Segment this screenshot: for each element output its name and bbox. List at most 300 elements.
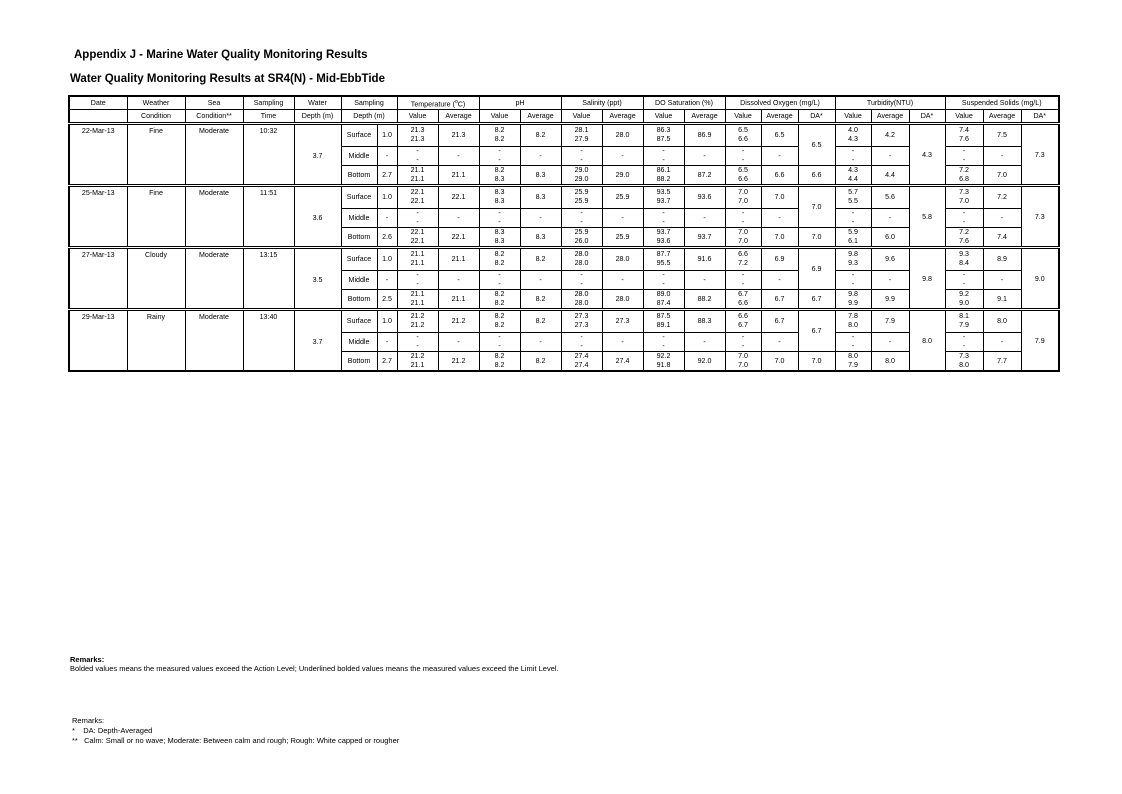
cell-ph-value bbox=[479, 289, 520, 310]
cell-do-bottom: 6.6 bbox=[798, 165, 835, 186]
cell-ph-value-reading-2: - bbox=[498, 155, 501, 164]
cell-ss-average: 7.0 bbox=[983, 165, 1021, 186]
cell-do-da: 6.7 bbox=[798, 310, 835, 352]
cell-ss-average: - bbox=[983, 270, 1021, 289]
sub-header: Average bbox=[983, 110, 1021, 124]
cell-sampling-depth: 2.7 bbox=[377, 351, 397, 371]
cell-turbidity-value-reading-2: - bbox=[851, 341, 855, 350]
cell-turbidity-value-reading-2: 6.1 bbox=[848, 236, 858, 245]
cell-salinity-value bbox=[561, 124, 602, 147]
cell-do-average: 7.0 bbox=[761, 351, 798, 371]
cell-salinity-value bbox=[561, 332, 602, 351]
cell-ph-average: 8.3 bbox=[520, 227, 561, 248]
cell-do-value-reading-2: - bbox=[741, 341, 745, 350]
cell-temp-average: 22.1 bbox=[438, 227, 479, 248]
cell-sampling-depth: 2.5 bbox=[377, 289, 397, 310]
cell-sea bbox=[185, 351, 243, 371]
cell-do-saturation-average: 88.3 bbox=[684, 310, 725, 333]
cell-ss-da: 7.3 bbox=[1021, 124, 1059, 186]
cell-ss-average: - bbox=[983, 208, 1021, 227]
cell-ss-value-reading-1: 9.3 bbox=[959, 250, 969, 259]
cell-water-depth bbox=[294, 165, 341, 186]
cell-salinity-average: 28.0 bbox=[602, 248, 643, 271]
cell-temp-value-reading-1: - bbox=[416, 270, 419, 279]
cell-ph-value-reading-1: 8.3 bbox=[494, 188, 505, 197]
cell-time bbox=[243, 332, 294, 351]
cell-turbidity-value-reading-1: 4.3 bbox=[848, 165, 858, 174]
cell-do-saturation-average: 93.7 bbox=[684, 227, 725, 248]
cell-salinity-value-reading-1: 27.3 bbox=[574, 312, 589, 321]
cell-ss-da: 7.9 bbox=[1021, 310, 1059, 372]
cell-ph-value-reading-1: 8.2 bbox=[494, 351, 505, 360]
cell-temp-value-reading-1: - bbox=[416, 332, 419, 341]
cell-do-value bbox=[725, 351, 761, 371]
sub-header: Value bbox=[561, 110, 602, 124]
cell-date: 27-Mar-13 bbox=[69, 248, 127, 271]
cell-temp-average: 21.2 bbox=[438, 351, 479, 371]
cell-do-average: 6.6 bbox=[761, 165, 798, 186]
cell-do-saturation-value-reading-1: 87.7 bbox=[656, 250, 671, 259]
cell-ss-value-reading-2: - bbox=[962, 155, 966, 164]
cell-temp-value-reading-2: 22.1 bbox=[410, 197, 425, 206]
cell-temp-value-reading-2: 21.2 bbox=[410, 321, 425, 330]
cell-salinity-value bbox=[561, 248, 602, 271]
cell-date bbox=[69, 165, 127, 186]
cell-ss-value bbox=[945, 227, 983, 248]
cell-salinity-average: 25.9 bbox=[602, 227, 643, 248]
cell-ss-value-reading-1: 7.4 bbox=[959, 126, 969, 135]
cell-do-value bbox=[725, 165, 761, 186]
cell-do-average: - bbox=[761, 146, 798, 165]
cell-sampling-depth: 1.0 bbox=[377, 124, 397, 147]
cell-salinity-value bbox=[561, 208, 602, 227]
cell-time bbox=[243, 227, 294, 248]
cell-temp-average: - bbox=[438, 208, 479, 227]
cell-weather bbox=[127, 146, 185, 165]
cell-ph-value-reading-2: 8.2 bbox=[494, 321, 505, 330]
cell-do-value-reading-1: 7.0 bbox=[738, 351, 748, 360]
cell-do-bottom: 6.7 bbox=[798, 289, 835, 310]
cell-salinity-value-reading-1: 28.0 bbox=[574, 289, 589, 298]
cell-turbidity-average: 4.4 bbox=[871, 165, 909, 186]
cell-ss-value-reading-2: 7.6 bbox=[959, 135, 969, 144]
cell-ph-value-reading-2: 8.2 bbox=[494, 135, 505, 144]
cell-temp-value-reading-2: - bbox=[416, 341, 419, 350]
cell-turbidity-average: 5.6 bbox=[871, 186, 909, 209]
cell-salinity-value-reading-2: 25.9 bbox=[574, 197, 589, 206]
cell-do-saturation-value-reading-2: 95.5 bbox=[656, 259, 671, 268]
cell-ph-average: 8.3 bbox=[520, 165, 561, 186]
cell-weather: Cloudy bbox=[127, 248, 185, 271]
cell-ss-value-reading-1: 7.2 bbox=[959, 165, 969, 174]
cell-do-saturation-value-reading-2: 88.2 bbox=[656, 174, 671, 183]
cell-sea: Moderate bbox=[185, 124, 243, 147]
cell-ss-value bbox=[945, 351, 983, 371]
cell-temp-value-reading-1: 21.1 bbox=[410, 165, 425, 174]
cell-salinity-average: - bbox=[602, 208, 643, 227]
cell-date: 29-Mar-13 bbox=[69, 310, 127, 333]
cell-do-saturation-value-reading-2: 87.5 bbox=[656, 135, 671, 144]
cell-ss-value bbox=[945, 332, 983, 351]
cell-date bbox=[69, 208, 127, 227]
cell-ss-value-reading-1: - bbox=[962, 270, 966, 279]
cell-do-saturation-value bbox=[643, 227, 684, 248]
cell-sampling-depth: 1.0 bbox=[377, 248, 397, 271]
cell-ss-average: - bbox=[983, 146, 1021, 165]
cell-do-value bbox=[725, 289, 761, 310]
cell-temp-average: 21.1 bbox=[438, 165, 479, 186]
cell-ph-value bbox=[479, 351, 520, 371]
cell-turbidity-da: 5.8 bbox=[909, 186, 945, 248]
col-salinity-header: Salinity (ppt) bbox=[561, 96, 643, 110]
cell-ph-value-reading-1: 8.2 bbox=[494, 126, 505, 135]
cell-salinity-value-reading-2: 26.0 bbox=[574, 236, 589, 245]
cell-do-saturation-value-reading-2: 91.8 bbox=[656, 360, 671, 369]
cell-turbidity-value bbox=[835, 270, 871, 289]
cell-ss-da: 7.3 bbox=[1021, 186, 1059, 248]
cell-do-average: - bbox=[761, 208, 798, 227]
cell-do-saturation-value-reading-1: - bbox=[662, 146, 665, 155]
cell-temp-value-reading-1: 21.2 bbox=[410, 351, 425, 360]
sub-header: Average bbox=[520, 110, 561, 124]
cell-temp-average: 21.1 bbox=[438, 289, 479, 310]
cell-do-value-reading-1: 6.7 bbox=[738, 289, 748, 298]
cell-sampling-depth: 1.0 bbox=[377, 186, 397, 209]
cell-do-saturation-average: 88.2 bbox=[684, 289, 725, 310]
cell-water-depth bbox=[294, 227, 341, 248]
cell-ph-value-reading-2: 8.2 bbox=[494, 259, 505, 268]
cell-time bbox=[243, 270, 294, 289]
header-row-2 bbox=[69, 110, 1059, 124]
cell-ss-value-reading-1: - bbox=[962, 208, 966, 217]
cell-temp-value-reading-1: 21.1 bbox=[410, 289, 425, 298]
cell-salinity-value-reading-1: 28.0 bbox=[574, 250, 589, 259]
cell-ph-value bbox=[479, 208, 520, 227]
cell-ph-value-reading-2: 8.3 bbox=[494, 174, 505, 183]
cell-do-value-reading-2: - bbox=[741, 279, 745, 288]
cell-do-value bbox=[725, 208, 761, 227]
cell-salinity-value bbox=[561, 310, 602, 333]
cell-temp-value bbox=[397, 208, 438, 227]
cell-do-saturation-value-reading-1: 89.0 bbox=[656, 289, 671, 298]
cell-ph-value-reading-1: 8.2 bbox=[494, 250, 505, 259]
cell-ss-value bbox=[945, 146, 983, 165]
cell-sampling-level: Middle bbox=[341, 146, 377, 165]
cell-ph-value bbox=[479, 270, 520, 289]
cell-ss-average: 7.4 bbox=[983, 227, 1021, 248]
cell-do-value-reading-2: 7.0 bbox=[738, 197, 748, 206]
cell-ph-value-reading-1: 8.2 bbox=[494, 165, 505, 174]
cell-do-saturation-value bbox=[643, 289, 684, 310]
cell-turbidity-value-reading-2: 9.9 bbox=[848, 298, 858, 307]
cell-temp-value-reading-2: - bbox=[416, 155, 419, 164]
cell-turbidity-da: 8.0 bbox=[909, 310, 945, 372]
cell-ph-value-reading-1: - bbox=[498, 146, 501, 155]
col-weather-header: Weather bbox=[127, 96, 185, 110]
cell-do-saturation-average: - bbox=[684, 208, 725, 227]
cell-turbidity-value-reading-2: 4.3 bbox=[848, 135, 858, 144]
cell-do-saturation-value-reading-2: 89.1 bbox=[656, 321, 671, 330]
cell-turbidity-value-reading-2: 9.3 bbox=[848, 259, 858, 268]
cell-do-saturation-value-reading-1: 93.7 bbox=[656, 227, 671, 236]
cell-turbidity-value bbox=[835, 289, 871, 310]
header-row-1 bbox=[69, 96, 1059, 110]
cell-do-value bbox=[725, 146, 761, 165]
cell-weather bbox=[127, 351, 185, 371]
cell-time bbox=[243, 351, 294, 371]
cell-temp-value-reading-2: 21.1 bbox=[410, 174, 425, 183]
cell-do-saturation-value-reading-1: - bbox=[662, 332, 665, 341]
cell-ph-average: - bbox=[520, 146, 561, 165]
cell-ss-value-reading-2: 8.4 bbox=[959, 259, 969, 268]
cell-temp-value-reading-1: 21.2 bbox=[410, 312, 425, 321]
cell-turbidity-value bbox=[835, 146, 871, 165]
cell-salinity-value-reading-2: 27.3 bbox=[574, 321, 589, 330]
cell-temp-average: - bbox=[438, 270, 479, 289]
cell-sea: Moderate bbox=[185, 310, 243, 333]
col-ph-header: pH bbox=[479, 96, 561, 110]
cell-time: 10:32 bbox=[243, 124, 294, 147]
cell-time bbox=[243, 208, 294, 227]
cell-ph-value-reading-1: 8.3 bbox=[494, 227, 505, 236]
cell-sampling-level: Middle bbox=[341, 270, 377, 289]
cell-time: 13:15 bbox=[243, 248, 294, 271]
cell-turbidity-da: 9.8 bbox=[909, 248, 945, 310]
cell-ph-value-reading-2: - bbox=[498, 341, 501, 350]
cell-turbidity-value bbox=[835, 165, 871, 186]
cell-ss-value-reading-2: 7.0 bbox=[959, 197, 969, 206]
cell-ph-average: 8.2 bbox=[520, 351, 561, 371]
cell-do-value bbox=[725, 310, 761, 333]
cell-sea bbox=[185, 270, 243, 289]
cell-salinity-value-reading-1: - bbox=[580, 208, 583, 217]
cell-ph-value bbox=[479, 165, 520, 186]
cell-time bbox=[243, 146, 294, 165]
cell-ss-value-reading-2: - bbox=[962, 279, 966, 288]
cell-turbidity-value-reading-1: 4.0 bbox=[848, 126, 858, 135]
cell-do-value bbox=[725, 124, 761, 147]
cell-ph-value bbox=[479, 248, 520, 271]
cell-ph-value-reading-2: 8.2 bbox=[494, 298, 505, 307]
cell-salinity-value-reading-1: 25.9 bbox=[574, 227, 589, 236]
cell-ph-value bbox=[479, 332, 520, 351]
sub-header: Value bbox=[725, 110, 761, 124]
cell-do-saturation-value-reading-1: 93.5 bbox=[656, 188, 671, 197]
cell-salinity-value-reading-2: 29.0 bbox=[574, 174, 589, 183]
sub-header: Average bbox=[602, 110, 643, 124]
cell-turbidity-value-reading-2: - bbox=[851, 155, 855, 164]
cell-ph-average: 8.2 bbox=[520, 310, 561, 333]
cell-ph-value-reading-2: - bbox=[498, 279, 501, 288]
cell-ph-average: - bbox=[520, 332, 561, 351]
cell-temp-value-reading-1: - bbox=[416, 208, 419, 217]
cell-do-saturation-value bbox=[643, 208, 684, 227]
cell-ph-value-reading-1: - bbox=[498, 332, 501, 341]
cell-do-saturation-value-reading-2: 87.4 bbox=[656, 298, 671, 307]
cell-date: 25-Mar-13 bbox=[69, 186, 127, 209]
cell-ss-average: 8.0 bbox=[983, 310, 1021, 333]
cell-temp-value bbox=[397, 227, 438, 248]
cell-weather: Fine bbox=[127, 124, 185, 147]
cell-salinity-value-reading-2: - bbox=[580, 155, 583, 164]
cell-weather: Rainy bbox=[127, 310, 185, 333]
cell-turbidity-value-reading-2: 8.0 bbox=[848, 321, 858, 330]
cell-do-bottom: 7.0 bbox=[798, 227, 835, 248]
table-row bbox=[69, 248, 1059, 271]
cell-do-value-reading-2: 6.7 bbox=[738, 321, 748, 330]
cell-sampling-level: Bottom bbox=[341, 289, 377, 310]
cell-ph-value bbox=[479, 310, 520, 333]
cell-ss-value-reading-1: 7.3 bbox=[959, 351, 969, 360]
cell-do-saturation-value bbox=[643, 124, 684, 147]
cell-sampling-depth: - bbox=[377, 270, 397, 289]
table-row bbox=[69, 310, 1059, 333]
col-temperature-header bbox=[397, 96, 479, 110]
sub-header: Average bbox=[438, 110, 479, 124]
cell-temp-value-reading-2: 21.1 bbox=[410, 259, 425, 268]
cell-do-saturation-value-reading-2: - bbox=[662, 279, 665, 288]
cell-date bbox=[69, 351, 127, 371]
cell-turbidity-value bbox=[835, 310, 871, 333]
cell-salinity-value-reading-1: 27.4 bbox=[574, 351, 589, 360]
cell-do-value-reading-1: 7.0 bbox=[738, 188, 748, 197]
cell-ss-value-reading-1: 7.3 bbox=[959, 188, 969, 197]
cell-ss-da: 9.0 bbox=[1021, 248, 1059, 310]
cell-turbidity-average: 9.9 bbox=[871, 289, 909, 310]
cell-sampling-depth: - bbox=[377, 146, 397, 165]
table-row bbox=[69, 124, 1059, 147]
cell-ph-value-reading-2: - bbox=[498, 217, 501, 226]
cell-temp-value-reading-2: 21.3 bbox=[410, 135, 425, 144]
col-sampling-depth-header: Sampling bbox=[341, 96, 397, 110]
cell-do-saturation-value bbox=[643, 270, 684, 289]
page-title: Appendix J - Marine Water Quality Monitoring Results bbox=[74, 49, 368, 61]
degree-sup: o bbox=[454, 98, 458, 105]
cell-water-depth: 3.6 bbox=[294, 208, 341, 227]
cell-ph-value-reading-1: 8.2 bbox=[494, 289, 505, 298]
cell-ss-value-reading-2: 6.8 bbox=[959, 174, 969, 183]
cell-sampling-level: Middle bbox=[341, 332, 377, 351]
col-dissolved-oxygen-header: Dissolved Oxygen (mg/L) bbox=[725, 96, 835, 110]
cell-salinity-value-reading-1: 29.0 bbox=[574, 165, 589, 174]
cell-temp-average: - bbox=[438, 332, 479, 351]
cell-do-saturation-average: 91.6 bbox=[684, 248, 725, 271]
cell-sea bbox=[185, 165, 243, 186]
cell-temp-value-reading-1: 21.3 bbox=[410, 126, 425, 135]
table-row bbox=[69, 186, 1059, 209]
col-sampling-time-header: Sampling bbox=[243, 96, 294, 110]
cell-ph-value-reading-2: 8.3 bbox=[494, 236, 505, 245]
cell-salinity-average: 27.3 bbox=[602, 310, 643, 333]
cell-salinity-value-reading-1: 28.1 bbox=[574, 126, 589, 135]
cell-do-saturation-value bbox=[643, 146, 684, 165]
cell-salinity-value bbox=[561, 289, 602, 310]
sub-header: Depth (m) bbox=[294, 110, 341, 124]
cell-ss-value-reading-2: 8.0 bbox=[959, 360, 969, 369]
cell-salinity-average: - bbox=[602, 332, 643, 351]
cell-ss-average: 7.2 bbox=[983, 186, 1021, 209]
sub-header: DA* bbox=[798, 110, 835, 124]
cell-salinity-value-reading-2: 28.0 bbox=[574, 259, 589, 268]
cell-ph-value-reading-1: - bbox=[498, 270, 501, 279]
cell-do-value-reading-1: 6.6 bbox=[738, 250, 748, 259]
cell-do-value-reading-1: 6.5 bbox=[738, 165, 748, 174]
remarks-title: Remarks: bbox=[72, 716, 105, 725]
cell-water-depth bbox=[294, 310, 341, 333]
cell-do-value-reading-1: - bbox=[741, 270, 745, 279]
cell-water-depth bbox=[294, 186, 341, 209]
cell-ss-value-reading-1: - bbox=[962, 146, 966, 155]
cell-turbidity-value-reading-1: - bbox=[851, 332, 855, 341]
cell-salinity-value-reading-1: - bbox=[580, 146, 583, 155]
cell-do-value bbox=[725, 270, 761, 289]
cell-temp-value bbox=[397, 351, 438, 371]
cell-time: 11:51 bbox=[243, 186, 294, 209]
cell-date bbox=[69, 146, 127, 165]
cell-salinity-value-reading-1: 25.9 bbox=[574, 188, 589, 197]
cell-turbidity-average: - bbox=[871, 146, 909, 165]
cell-do-average: 6.7 bbox=[761, 289, 798, 310]
cell-sampling-level: Surface bbox=[341, 310, 377, 333]
cell-ph-average: 8.2 bbox=[520, 124, 561, 147]
cell-salinity-value bbox=[561, 165, 602, 186]
cell-ss-value bbox=[945, 165, 983, 186]
cell-salinity-average: - bbox=[602, 270, 643, 289]
cell-sampling-level: Middle bbox=[341, 208, 377, 227]
cell-turbidity-da: 4.3 bbox=[909, 124, 945, 186]
cell-do-average: 6.5 bbox=[761, 124, 798, 147]
cell-ss-value-reading-1: 8.1 bbox=[959, 312, 969, 321]
cell-salinity-value bbox=[561, 227, 602, 248]
cell-time bbox=[243, 165, 294, 186]
cell-temp-value-reading-1: - bbox=[416, 146, 419, 155]
cell-turbidity-average: 8.0 bbox=[871, 351, 909, 371]
cell-salinity-average: - bbox=[602, 146, 643, 165]
cell-do-saturation-value-reading-2: 93.7 bbox=[656, 197, 671, 206]
cell-do-saturation-average: 86.9 bbox=[684, 124, 725, 147]
remarks-text: Bolded values means the measured values exceed the Action Level; Underlined bolded values means the measured values exceed the Limit Level. bbox=[70, 664, 559, 673]
cell-salinity-value-reading-2: 28.0 bbox=[574, 298, 589, 307]
footnote-sea-condition: ** Calm: Small or no wave; Moderate: Between calm and rough; Rough: White capped or rougher bbox=[72, 736, 400, 745]
cell-sea bbox=[185, 289, 243, 310]
cell-do-saturation-value bbox=[643, 248, 684, 271]
cell-turbidity-value-reading-2: 4.4 bbox=[848, 174, 858, 183]
cell-weather bbox=[127, 270, 185, 289]
cell-ss-average: 7.5 bbox=[983, 124, 1021, 147]
cell-salinity-value-reading-2: - bbox=[580, 341, 583, 350]
sub-header: Value bbox=[479, 110, 520, 124]
cell-salinity-average: 28.0 bbox=[602, 124, 643, 147]
cell-time bbox=[243, 289, 294, 310]
cell-do-saturation-value bbox=[643, 310, 684, 333]
cell-do-saturation-value-reading-1: 86.1 bbox=[656, 165, 671, 174]
cell-turbidity-value bbox=[835, 248, 871, 271]
cell-temp-value-reading-1: 22.1 bbox=[410, 188, 425, 197]
cell-do-saturation-average: 93.6 bbox=[684, 186, 725, 209]
cell-temp-value bbox=[397, 270, 438, 289]
temp-unit: C) bbox=[457, 100, 466, 109]
cell-temp-value bbox=[397, 310, 438, 333]
cell-sampling-level: Bottom bbox=[341, 227, 377, 248]
cell-water-depth bbox=[294, 124, 341, 147]
cell-ss-value bbox=[945, 310, 983, 333]
cell-ss-value bbox=[945, 124, 983, 147]
cell-sea bbox=[185, 146, 243, 165]
cell-ss-value bbox=[945, 289, 983, 310]
col-suspended-solids-header: Suspended Solids (mg/L) bbox=[945, 96, 1059, 110]
cell-do-value-reading-2: - bbox=[741, 155, 745, 164]
remarks-footnotes bbox=[72, 716, 399, 746]
